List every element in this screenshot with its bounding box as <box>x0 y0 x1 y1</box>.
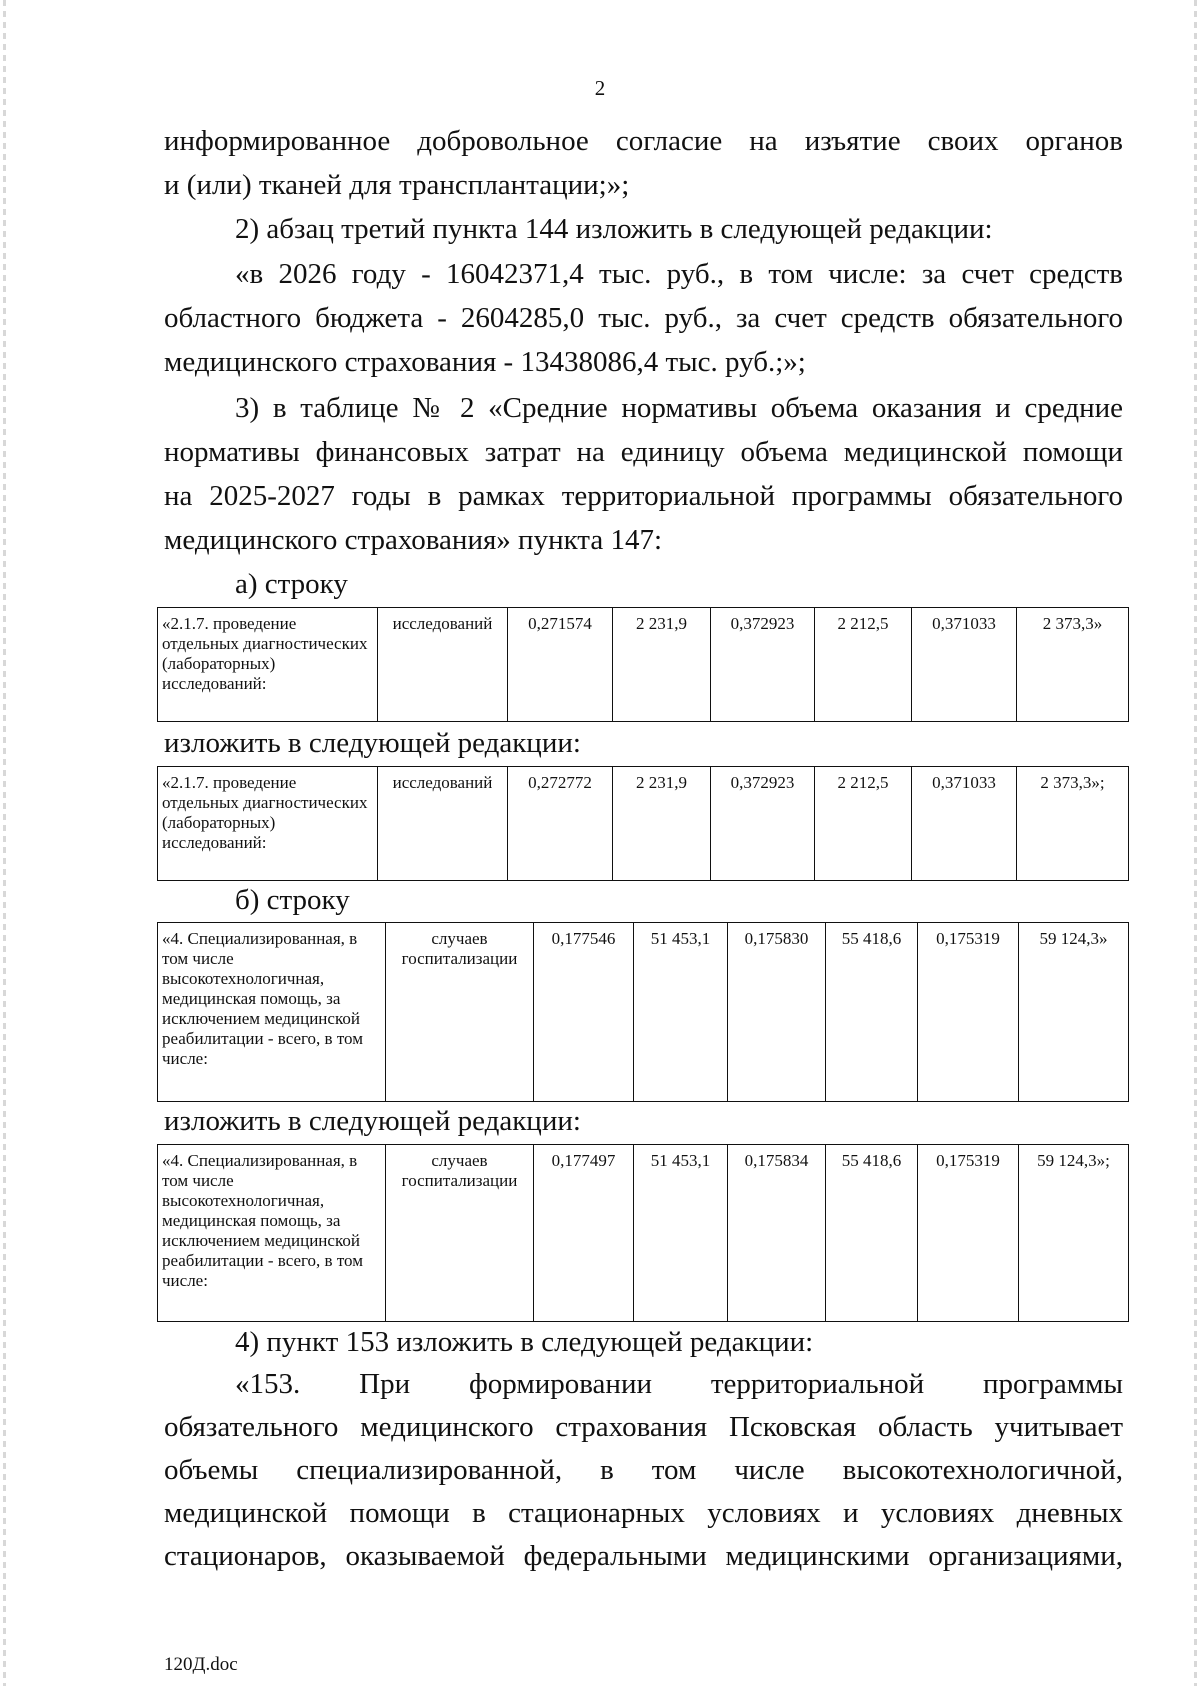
value-cell: 0,175319 <box>918 1145 1019 1322</box>
paragraph-line: 3) в таблице № 2 «Средние нормативы объема оказания и средние <box>235 392 1123 424</box>
page-number: 2 <box>594 76 606 100</box>
unit-cell: исследований <box>378 767 508 881</box>
paragraph-line: медицинской помощи в стационарных условиях и условиях дневных <box>164 1497 1123 1529</box>
value-cell: 2 231,9 <box>613 767 711 881</box>
unit-cell: случаев госпитализации <box>386 923 534 1102</box>
paragraph-line: областного бюджета - 2604285,0 тыс. руб., за счет средств обязательного <box>164 302 1123 334</box>
value-cell: 55 418,6 <box>826 1145 918 1322</box>
value-cell: 0,371033 <box>912 767 1017 881</box>
value-cell: 0,371033 <box>912 608 1017 722</box>
footer-filename: 120Д.doc <box>164 1654 238 1675</box>
value-cell: 0,372923 <box>711 608 815 722</box>
value-cell: 0,272772 <box>508 767 613 881</box>
table-b-old <box>157 922 1129 1102</box>
paragraph-line: обязательного медицинского страхования Псковская область учитывает <box>164 1411 1123 1443</box>
row-name-cell: «2.1.7. проведение отдельных диагностических (лабораторных) исследований: <box>158 767 378 881</box>
value-cell: 0,175830 <box>728 923 826 1102</box>
table-a-old <box>157 607 1129 722</box>
table-row <box>158 608 1129 722</box>
table-a-new <box>157 766 1129 881</box>
table-row <box>158 767 1129 881</box>
row-name-cell: «2.1.7. проведение отдельных диагностических (лабораторных) исследований: <box>158 608 378 722</box>
paragraph-line: медицинского страхования - 13438086,4 тыс. руб.;»; <box>164 346 806 378</box>
value-cell: 0,175834 <box>728 1145 826 1322</box>
table-row <box>158 923 1129 1102</box>
value-cell: 2 373,3»; <box>1017 767 1129 881</box>
paragraph-line: медицинского страхования» пункта 147: <box>164 524 663 556</box>
value-cell: 51 453,1 <box>634 923 728 1102</box>
value-cell: 0,372923 <box>711 767 815 881</box>
value-cell: 0,177497 <box>534 1145 634 1322</box>
scan-edge-left <box>3 0 6 1686</box>
value-cell: 2 373,3» <box>1017 608 1129 722</box>
paragraph-line: 4) пункт 153 изложить в следующей редакции: <box>235 1326 814 1358</box>
value-cell: 2 212,5 <box>815 608 912 722</box>
value-cell: 59 124,3» <box>1019 923 1129 1102</box>
table-row <box>158 1145 1129 1322</box>
row-name-cell: «4. Специализированная, в том числе высокотехнологичная, медицинская помощь, за исключением медицинской реабилитации - всего, в том числе: <box>158 1145 386 1322</box>
paragraph-line: а) строку <box>235 568 348 600</box>
paragraph-line: б) строку <box>235 884 350 916</box>
value-cell: 0,175319 <box>918 923 1019 1102</box>
paragraph-line: на 2025-2027 годы в рамках территориальной программы обязательного <box>164 480 1123 512</box>
value-cell: 2 231,9 <box>613 608 711 722</box>
table-b-new <box>157 1144 1129 1322</box>
paragraph-line: и (или) тканей для трансплантации;»; <box>164 169 630 201</box>
value-cell: 0,271574 <box>508 608 613 722</box>
value-cell: 55 418,6 <box>826 923 918 1102</box>
paragraph-line: «в 2026 году - 16042371,4 тыс. руб., в том числе: за счет средств <box>235 258 1123 290</box>
paragraph-line: «153. При формировании территориальной программы <box>235 1368 1123 1400</box>
value-cell: 59 124,3»; <box>1019 1145 1129 1322</box>
paragraph-line: нормативы финансовых затрат на единицу объема медицинской помощи <box>164 436 1123 468</box>
row-name-cell: «4. Специализированная, в том числе высокотехнологичная, медицинская помощь, за исключением медицинской реабилитации - всего, в том числе: <box>158 923 386 1102</box>
paragraph-line: информированное добровольное согласие на изъятие своих органов <box>164 125 1123 157</box>
unit-cell: случаев госпитализации <box>386 1145 534 1322</box>
paragraph-line: изложить в следующей редакции: <box>164 1105 581 1137</box>
scan-edge-right <box>1194 0 1197 1686</box>
paragraph-line: изложить в следующей редакции: <box>164 727 581 759</box>
paragraph-line: 2) абзац третий пункта 144 изложить в следующей редакции: <box>235 213 993 245</box>
value-cell: 2 212,5 <box>815 767 912 881</box>
value-cell: 51 453,1 <box>634 1145 728 1322</box>
paragraph-line: объемы специализированной, в том числе высокотехнологичной, <box>164 1454 1123 1486</box>
paragraph-line: стационаров, оказываемой федеральными медицинскими организациями, <box>164 1540 1123 1572</box>
unit-cell: исследований <box>378 608 508 722</box>
value-cell: 0,177546 <box>534 923 634 1102</box>
